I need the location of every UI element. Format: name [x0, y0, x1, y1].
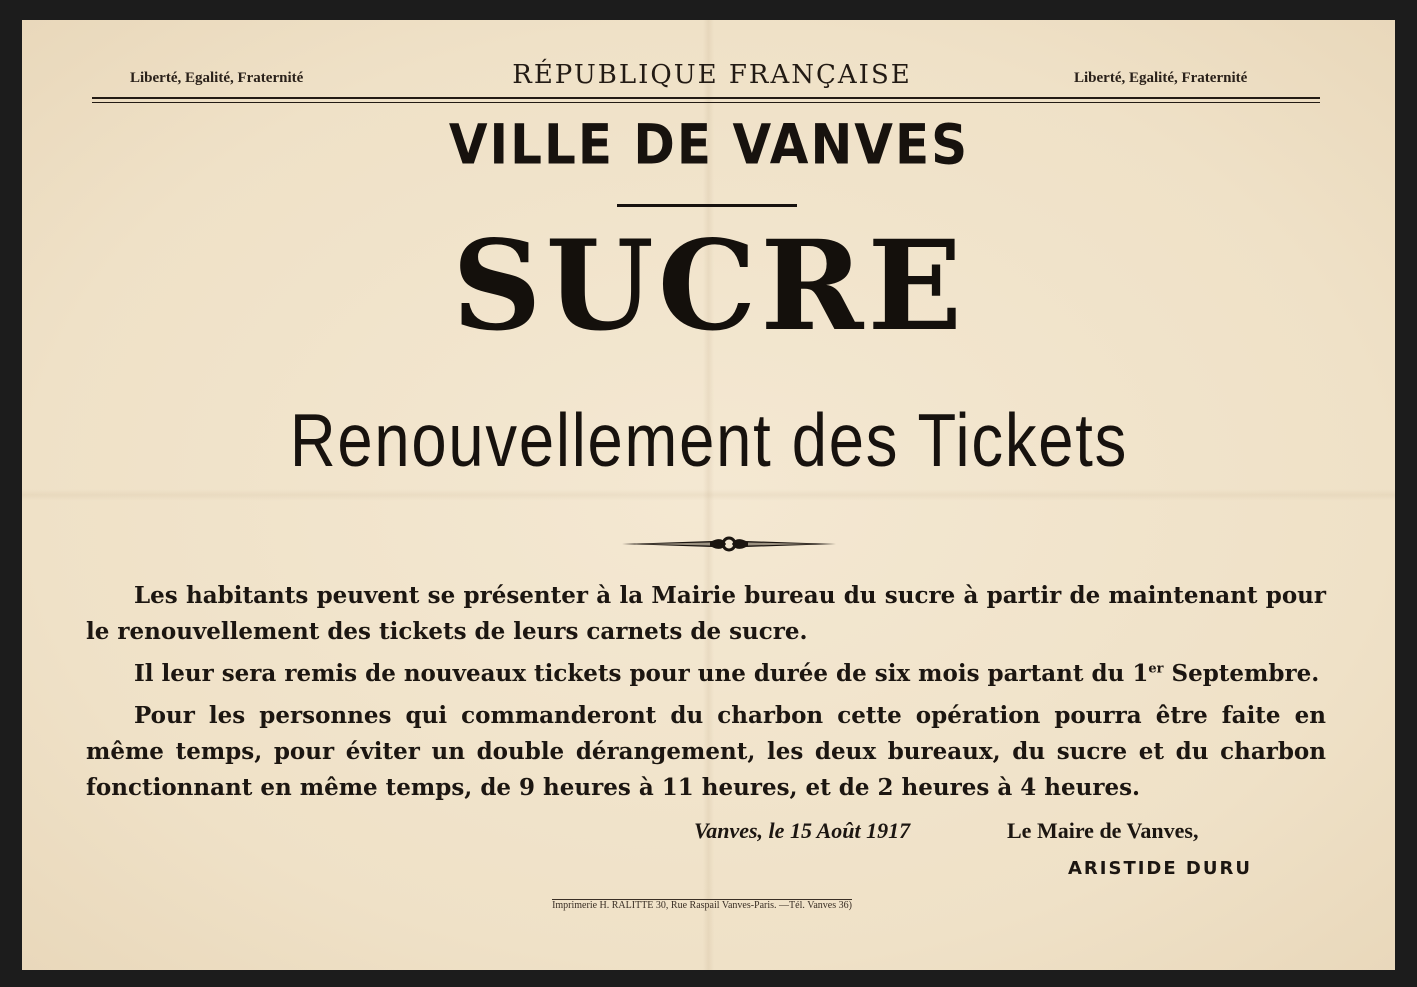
decorative-divider-icon: [622, 532, 836, 556]
motto-left: Liberté, Egalité, Fraternité: [130, 70, 304, 86]
paragraph-2-end: Septembre.: [1163, 660, 1320, 687]
paragraph-1: Les habitants peuvent se présenter à la Mairie bureau du sucre à partir de maintenant pour le renouvellement des tickets de leurs carnets de sucre.: [86, 582, 1326, 645]
header-rule-thin: [92, 102, 1320, 103]
mayor-title: Le Maire de Vanves,: [1007, 818, 1199, 843]
paragraph-3: Pour les personnes qui commanderont du charbon cette opération pourra être faite en même temps, pour éviter un double dérangement, les deux bureaux, du sucre et du charbon fonctionnant en même temps, de 9 heures à 11 heures, et de 2 heures à 4 heures.: [86, 702, 1326, 801]
header-rule: [92, 97, 1320, 99]
paragraph-2-text: Il leur sera remis de nouveaux tickets pour une durée de six mois partant du 1: [134, 660, 1149, 687]
paragraph-2: [86, 656, 1326, 692]
city-heading: VILLE DE VANVES: [448, 113, 970, 177]
city-divider: [617, 204, 797, 207]
main-title: SUCRE: [452, 214, 966, 359]
printer-credit: Imprimerie H. RALITTE 30, Rue Raspail Vanves-Paris. —Tél. Vanves 36): [552, 900, 852, 911]
poster-sheet: [22, 20, 1395, 970]
subtitle: Renouvellement des Tickets: [289, 399, 1129, 483]
place-date: Vanves, le 15 Août 1917: [694, 818, 911, 843]
paragraph-2-superscript: er: [1148, 661, 1164, 677]
republic-heading: RÉPUBLIQUE FRANÇAISE: [512, 60, 912, 90]
mayor-name: ARISTIDE DURU: [1068, 858, 1252, 879]
motto-right: Liberté, Egalité, Fraternité: [1074, 70, 1248, 86]
body-text: [86, 578, 1326, 806]
